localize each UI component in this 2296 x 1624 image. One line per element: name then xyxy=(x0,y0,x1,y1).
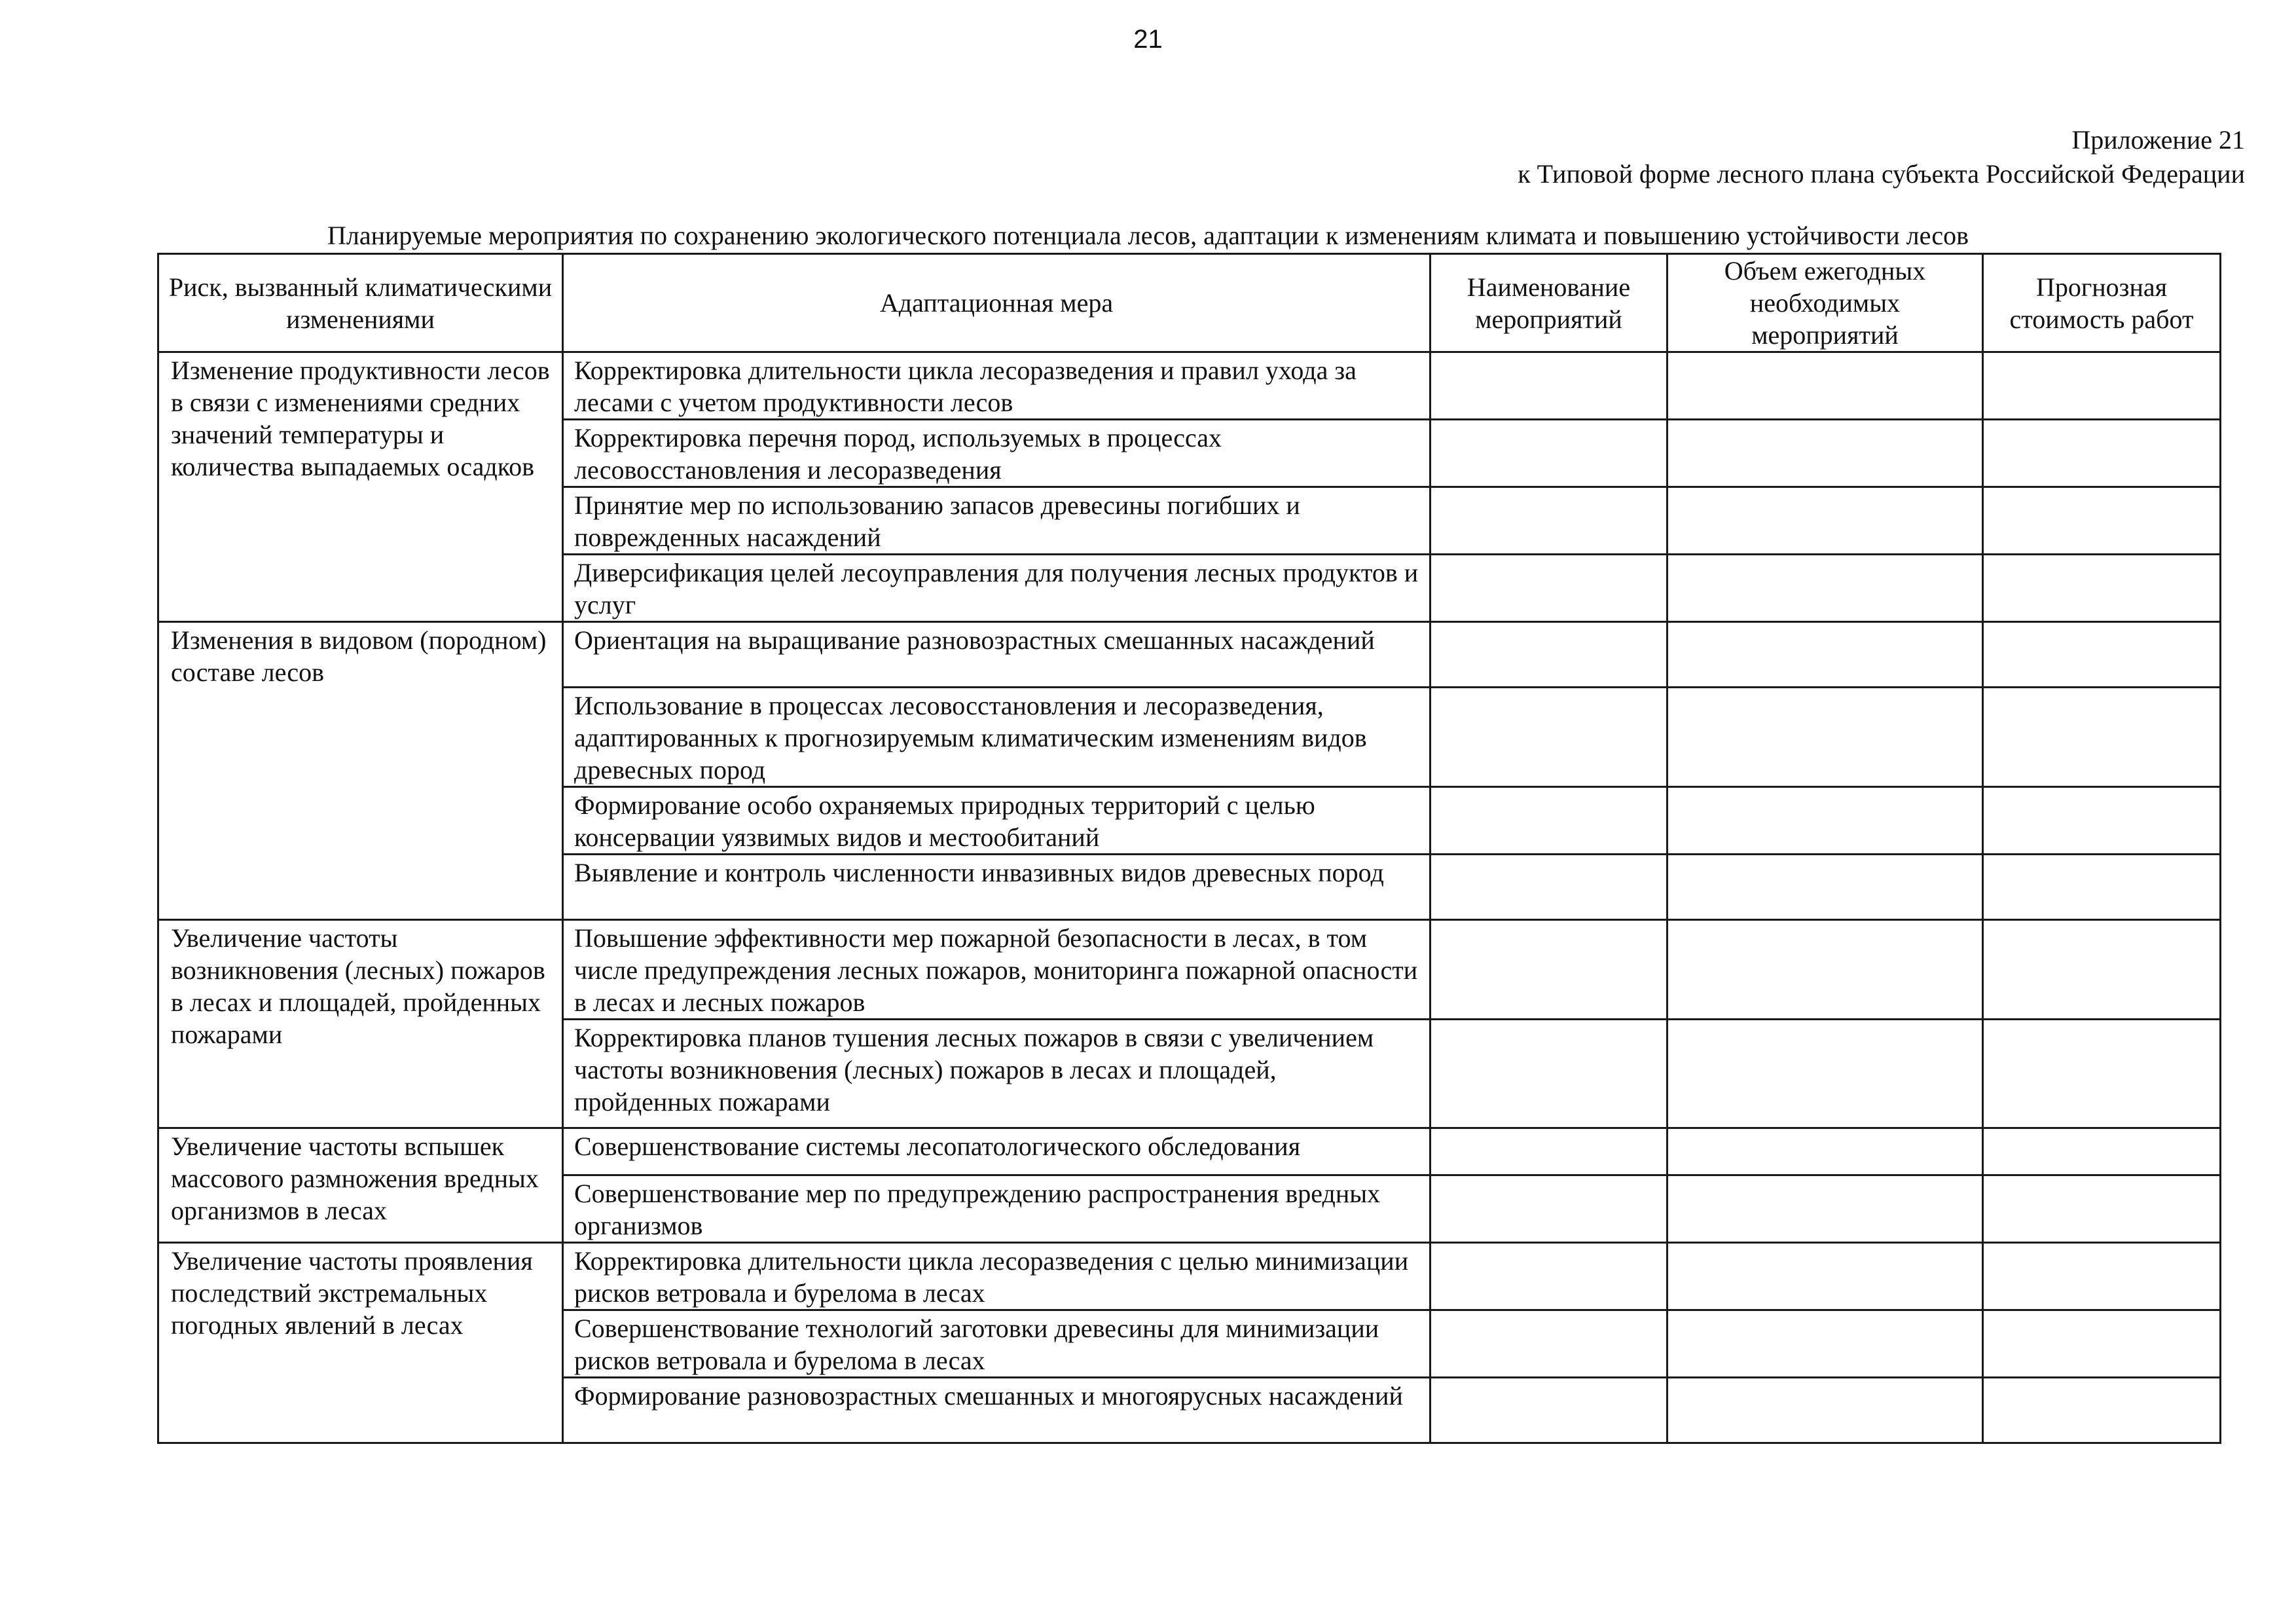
table-row xyxy=(158,622,2221,688)
risk-cell: Изменения в видовом (породном) составе лесов xyxy=(158,622,563,920)
activity-name-cell xyxy=(1430,622,1667,688)
table-body xyxy=(158,352,2221,1443)
annual-volume-cell xyxy=(1667,487,1983,555)
annual-volume-cell xyxy=(1667,787,1983,855)
table-row xyxy=(158,1243,2221,1310)
activity-name-cell xyxy=(1430,1378,1667,1443)
activity-name-cell xyxy=(1430,487,1667,555)
forecast-cost-cell xyxy=(1983,1378,2221,1443)
table-title: Планируемые мероприятия по сохранению экологического потенциала лесов, адаптации к изменениям климата и повышению устойчивости лесов xyxy=(327,221,1969,250)
activity-name-cell xyxy=(1430,1128,1667,1175)
column-header-measure: Адаптационная мера xyxy=(563,254,1430,352)
forecast-cost-cell xyxy=(1983,855,2221,920)
measure-cell: Корректировка длительности цикла лесоразведения и правил ухода за лесами с учетом продуктивности лесов xyxy=(563,352,1430,420)
forecast-cost-cell xyxy=(1983,555,2221,622)
activity-name-cell xyxy=(1430,1175,1667,1243)
forecast-cost-cell xyxy=(1983,622,2221,688)
measures-table-container xyxy=(157,253,2219,1444)
measure-cell: Корректировка длительности цикла лесоразведения с целью минимизации рисков ветровала и бурелома в лесах xyxy=(563,1243,1430,1310)
risk-cell: Увеличение частоты вспышек массового размножения вредных организмов в лесах xyxy=(158,1128,563,1243)
risk-cell: Изменение продуктивности лесов в связи с изменениями средних значений температуры и количества выпадаемых осадков xyxy=(158,352,563,622)
appendix-line-1: Приложение 21 xyxy=(2071,125,2245,155)
annual-volume-cell xyxy=(1667,420,1983,487)
risk-cell: Увеличение частоты возникновения (лесных) пожаров в лесах и площадей, пройденных пожарами xyxy=(158,920,563,1128)
measure-cell: Использование в процессах лесовосстановления и лесоразведения, адаптированных к прогнозируемым климатическим изменениям видов древесных пород xyxy=(563,688,1430,787)
forecast-cost-cell xyxy=(1983,688,2221,787)
annual-volume-cell xyxy=(1667,1175,1983,1243)
forecast-cost-cell xyxy=(1983,1128,2221,1175)
activity-name-cell xyxy=(1430,1020,1667,1128)
forecast-cost-cell xyxy=(1983,1020,2221,1128)
measure-cell: Совершенствование технологий заготовки древесины для минимизации рисков ветровала и бурелома в лесах xyxy=(563,1310,1430,1378)
risk-cell: Увеличение частоты проявления последствий экстремальных погодных явлений в лесах xyxy=(158,1243,563,1443)
annual-volume-cell xyxy=(1667,622,1983,688)
appendix-caption xyxy=(1518,123,2245,191)
measure-cell: Формирование разновозрастных смешанных и многоярусных насаждений xyxy=(563,1378,1430,1443)
annual-volume-cell xyxy=(1667,1243,1983,1310)
annual-volume-cell xyxy=(1667,555,1983,622)
measure-cell: Формирование особо охраняемых природных территорий с целью консервации уязвимых видов и местообитаний xyxy=(563,787,1430,855)
table-row xyxy=(158,352,2221,420)
forecast-cost-cell xyxy=(1983,487,2221,555)
measure-cell: Диверсификация целей лесоуправления для получения лесных продуктов и услуг xyxy=(563,555,1430,622)
activity-name-cell xyxy=(1430,855,1667,920)
annual-volume-cell xyxy=(1667,1310,1983,1378)
activity-name-cell xyxy=(1430,787,1667,855)
activity-name-cell xyxy=(1430,688,1667,787)
appendix-line-2: к Типовой форме лесного плана субъекта Российской Федерации xyxy=(1518,159,2245,189)
table-row xyxy=(158,920,2221,1020)
activity-name-cell xyxy=(1430,352,1667,420)
measure-cell: Совершенствование мер по предупреждению распространения вредных организмов xyxy=(563,1175,1430,1243)
measure-cell: Корректировка планов тушения лесных пожаров в связи с увеличением частоты возникновения (лесных) пожаров в лесах и площадей, пройденных пожарами xyxy=(563,1020,1430,1128)
column-header-annual-volume: Объем ежегодных необходимых мероприятий xyxy=(1667,254,1983,352)
activity-name-cell xyxy=(1430,1310,1667,1378)
annual-volume-cell xyxy=(1667,1020,1983,1128)
column-header-forecast-cost: Прогнозная стоимость работ xyxy=(1983,254,2221,352)
annual-volume-cell xyxy=(1667,688,1983,787)
forecast-cost-cell xyxy=(1983,920,2221,1020)
activity-name-cell xyxy=(1430,1243,1667,1310)
annual-volume-cell xyxy=(1667,1128,1983,1175)
page-number: 21 xyxy=(1133,25,1163,54)
forecast-cost-cell xyxy=(1983,1243,2221,1310)
column-header-activity-name: Наименование мероприятий xyxy=(1430,254,1667,352)
forecast-cost-cell xyxy=(1983,1175,2221,1243)
annual-volume-cell xyxy=(1667,920,1983,1020)
measure-cell: Корректировка перечня пород, используемых в процессах лесовосстановления и лесоразведения xyxy=(563,420,1430,487)
measure-cell: Принятие мер по использованию запасов древесины погибших и поврежденных насаждений xyxy=(563,487,1430,555)
activity-name-cell xyxy=(1430,920,1667,1020)
measure-cell: Ориентация на выращивание разновозрастных смешанных насаждений xyxy=(563,622,1430,688)
forecast-cost-cell xyxy=(1983,787,2221,855)
annual-volume-cell xyxy=(1667,1378,1983,1443)
measure-cell: Выявление и контроль численности инвазивных видов древесных пород xyxy=(563,855,1430,920)
activity-name-cell xyxy=(1430,555,1667,622)
column-header-risk: Риск, вызванный климатическими изменениями xyxy=(158,254,563,352)
table-header-row xyxy=(158,254,2221,352)
measure-cell: Повышение эффективности мер пожарной безопасности в лесах, в том числе предупреждения лесных пожаров, мониторинга пожарной опасности в лесах и лесных пожаров xyxy=(563,920,1430,1020)
annual-volume-cell xyxy=(1667,352,1983,420)
measures-table xyxy=(157,253,2221,1444)
forecast-cost-cell xyxy=(1983,420,2221,487)
table-row xyxy=(158,1128,2221,1175)
annual-volume-cell xyxy=(1667,855,1983,920)
measure-cell: Совершенствование системы лесопатологического обследования xyxy=(563,1128,1430,1175)
activity-name-cell xyxy=(1430,420,1667,487)
forecast-cost-cell xyxy=(1983,352,2221,420)
forecast-cost-cell xyxy=(1983,1310,2221,1378)
